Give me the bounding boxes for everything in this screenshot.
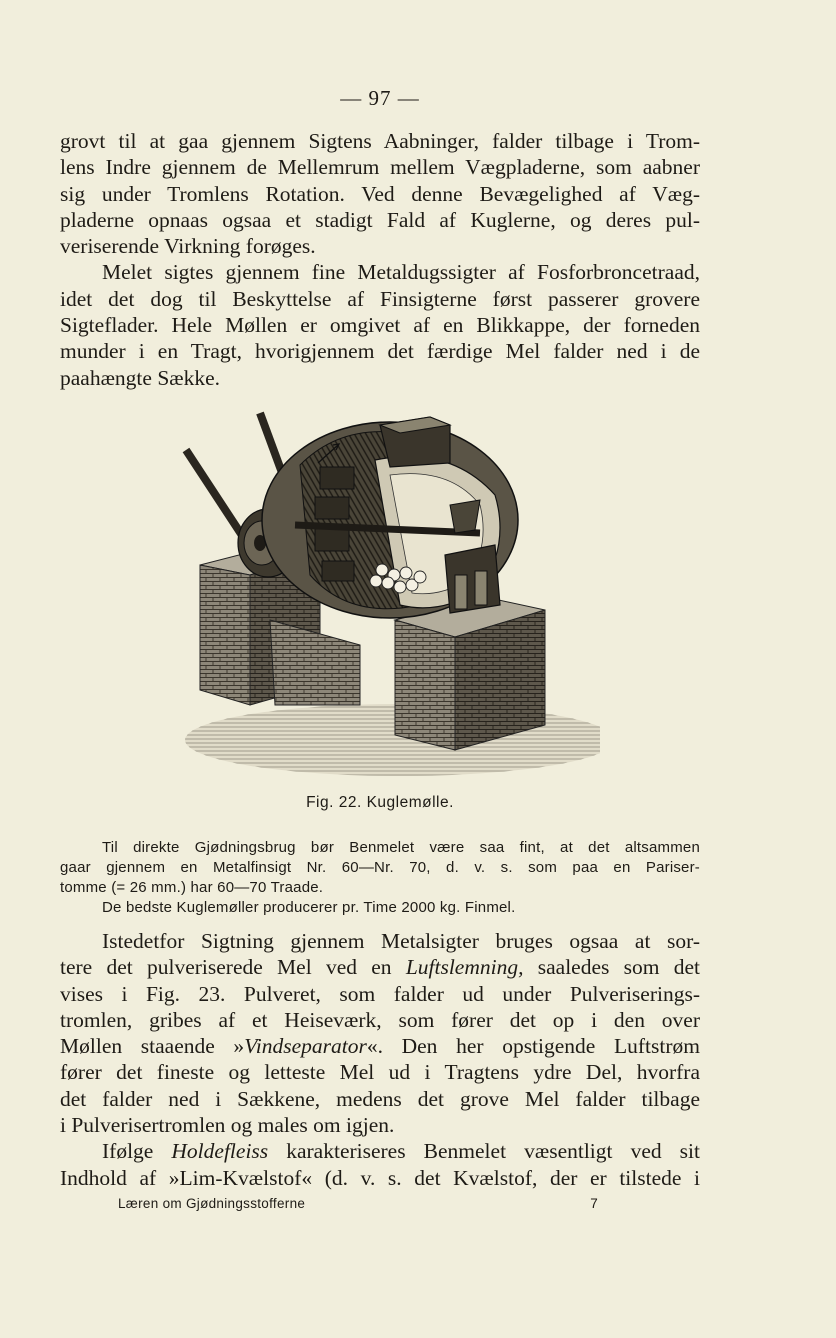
ball-mill-engraving [150, 405, 600, 785]
paragraph-4 [60, 1138, 700, 1191]
text-line: Møllen staaende »Vindseparator«. Den her opstigende Luftstrøm [60, 1034, 700, 1059]
footer-signature: 7 [590, 1196, 598, 1211]
text-line: fører det fineste og letteste Mel ud i Tragtens ydre Del, hvorfra [60, 1060, 700, 1085]
page-footer [118, 1196, 598, 1211]
footnote-block [60, 838, 700, 918]
text-line: veriserende Virkning forøges. [60, 234, 316, 259]
text-line: lens Indre gjennem de Mellemrum mellem Vægpladerne, som aabner [60, 155, 700, 180]
italic-term: Vindseparator [244, 1034, 367, 1059]
footer-book-title: Læren om Gjødningsstofferne [118, 1196, 306, 1211]
text-line: Indhold af »Lim-Kvælstof« (d. v. s. det Kvælstof, der er tilstede i [60, 1165, 700, 1190]
body-text-top [60, 128, 700, 391]
note-line: De bedste Kuglemøller producerer pr. Time 2000 kg. Finmel. [102, 899, 516, 916]
text-line: Ifølge Holdefleiss karakteriseres Benmelet væsentligt ved sit [102, 1139, 700, 1164]
text-line: tromlen, gribes af et Heiseværk, som fører det op i den over [60, 1007, 700, 1032]
text-line: sig under Tromlens Rotation. Ved denne Bevægelighed af Væg- [60, 181, 700, 206]
note-line: Til direkte Gjødningsbrug bør Benmelet være saa fint, at det altsammen [102, 839, 700, 856]
italic-term: Holdefleiss [171, 1139, 269, 1164]
text-line: paahængte Sække. [60, 365, 221, 390]
page-number: — 97 — [340, 86, 420, 110]
paragraph-1 [60, 128, 700, 259]
paragraph-2 [60, 259, 700, 390]
text-line: Sigteflader. Hele Møllen er omgivet af en Blikkappe, der forneden [60, 313, 700, 338]
text-line: i Pulverisertromlen og males om igjen. [60, 1113, 395, 1138]
body-text-bottom [60, 928, 700, 1191]
text-line: pladerne opnaas ogsaa et stadigt Fald af Kuglerne, og deres pul- [60, 207, 700, 232]
text-line: Istedetfor Sigtning gjennem Metalsigter bruges ogsaa at sor- [102, 929, 700, 953]
text-line: munder i en Tragt, hvorigjennem det færdige Mel falder ned i de [60, 339, 700, 364]
italic-term: Luftslemning, [405, 955, 524, 980]
figure-caption: Fig. 22. Kuglemølle. [306, 794, 454, 811]
text-line: grovt til at gaa gjennem Sigtens Aabninger, falder tilbage i Trom- [60, 129, 700, 153]
text-line: vises i Fig. 23. Pulveret, som falder ud under Pulveriserings- [60, 981, 700, 1006]
text-line: idet det dog til Beskyttelse af Finsigterne først passerer grovere [60, 286, 700, 311]
text-line: det falder ned i Sækkene, medens det grove Mel falder tilbage [60, 1086, 700, 1111]
paragraph-3 [60, 928, 700, 1138]
note-line: tomme (= 26 mm.) har 60—70 Traade. [60, 879, 324, 896]
text-line: tere det pulveriserede Mel ved en Luftslemning, saaledes som det [60, 955, 700, 980]
text-line: Melet sigtes gjennem fine Metaldugssigter af Fosforbroncetraad, [102, 260, 700, 285]
note-line: gaar gjennem en Metalfinsigt Nr. 60—Nr. 70, d. v. s. som paa en Pariser- [60, 859, 700, 876]
